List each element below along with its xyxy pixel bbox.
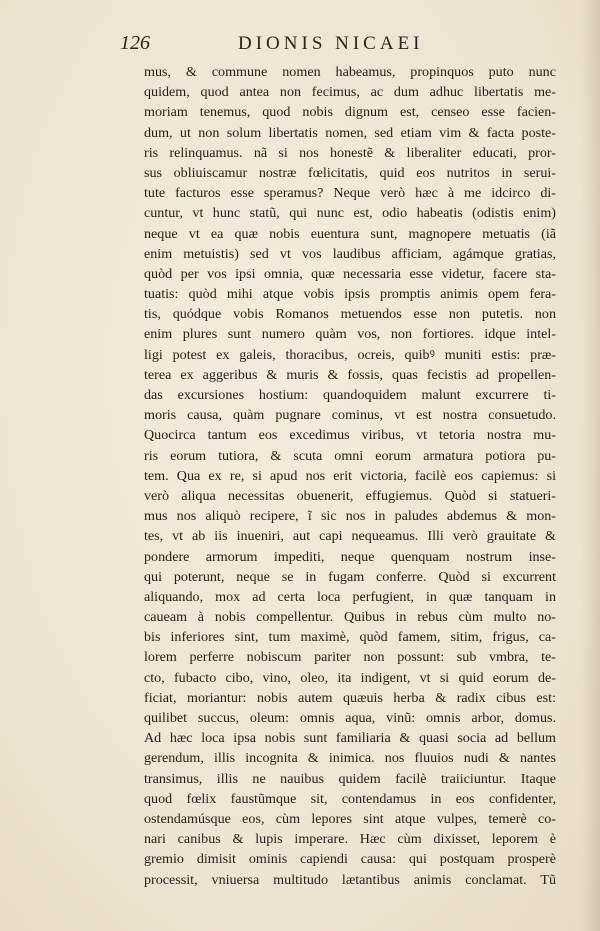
text-line: Quocirca tantum eos excedimus viribus, vt tetoria nostra mu- xyxy=(144,427,556,444)
text-line: ostendamúsque eos, cùm lepores sint atque vulpes, temerè co- xyxy=(144,810,556,827)
text-line: das excursiones hostium: quandoquidem malunt excurrere ti- xyxy=(144,387,556,403)
text-line: caueam à nobis compellentur. Quibus in rebus cùm multo no- xyxy=(144,609,556,626)
text-line: tis, quódque vobis Romanos metuendos esse non putetis. non xyxy=(144,306,556,323)
text-line: moriam tenemus, quod nobis dignum est, censeo esse facien- xyxy=(144,104,556,121)
text-line: nari canibus & lupis imperare. Hæc cùm dixisset, leporem è xyxy=(144,831,556,848)
text-line: aliquando, mox ad certa loca perfugient, in quæ tanquam in xyxy=(144,588,556,605)
text-line: mus nos aliquò recipere, ĩ sic nos in paludes abdemus & mon- xyxy=(144,508,556,525)
page-header xyxy=(120,32,560,62)
text-line: tes, vt ab iis inueniri, aut capi nequeamus. Illi verò grauitate & xyxy=(144,528,556,545)
text-line: qui poterunt, neque se in fugam conferre. Quòd si excurrent xyxy=(144,568,556,585)
text-line: sus obliuiscamur nostræ fœlicitatis, quid eos nutritos in serui- xyxy=(144,164,556,181)
text-line: bis inferiores sint, tum maximè, quòd famem, sitim, frigus, ca- xyxy=(144,629,556,646)
text-line: gerendum, illis incognita & inimica. nos fluuios nudi & nantes xyxy=(144,750,556,767)
text-line: quod fœlix faustũmque sit, contendamus in eos confidenter, xyxy=(144,790,556,807)
text-line: tute facturos esse speramus? Neque verò hæc à me idcirco di- xyxy=(144,185,556,202)
text-line: quòd per vos ipsi omnia, quæ necessaria esse videtur, facere sta- xyxy=(144,265,556,282)
text-line: enim plures sunt numero quàm vos, non fortiores. idque intel- xyxy=(144,326,556,343)
text-line: processit, vniuersa multitudo lætantibus animis conclamat. Tũ xyxy=(144,871,556,888)
running-head: DIONIS NICAEI xyxy=(238,33,424,54)
text-line: lorem perferre nobiscum pariter non possunt: sub vmbra, te- xyxy=(144,649,556,666)
text-line: cuntur, vt hunc statũ, qui nunc est, odio habeatis (odistis enim) xyxy=(144,205,556,222)
text-line: gremio dimisit ominis capiendi causa: qui postquam prosperè xyxy=(144,851,556,868)
text-line: neque vt ea quæ nobis euentura sunt, magnopere metuatis (iã xyxy=(144,225,556,242)
page-gutter-shadow xyxy=(582,0,600,931)
text-line: tuatis: quòd mihi atque vobis ipsis promptis animis opem fera- xyxy=(144,286,556,303)
text-line: Ad hæc loca ipsa nobis sunt familiaria & quasi socia ad bellum xyxy=(144,730,556,747)
text-line: ris relinquamus. nã si nos honestẽ & liberaliter educati, pror- xyxy=(144,144,556,161)
text-line: mus, & commune nomen habeamus, propinquos puto nunc xyxy=(144,64,556,80)
text-line: cto, fubacto cibo, vino, oleo, ita indigent, vt si quid eorum de- xyxy=(144,669,556,686)
body-text xyxy=(144,62,556,890)
text-line: transimus, illis ne nauibus quidem facilè traiiciuntur. Itaque xyxy=(144,770,556,787)
text-line: ris eorum tutiora, & scuta omni eorum armatura potiora pu- xyxy=(144,447,556,464)
page-number: 126 xyxy=(120,32,150,54)
text-line: pondere armorum impediti, neque quenquam nostrum inse- xyxy=(144,548,556,565)
text-line: terea ex aggeribus & muris & fossis, quas fecistis ad propellen- xyxy=(144,366,556,383)
text-line: ligi potest ex galeis, thoracibus, ocreis, quibꝰ muniti estis: præ- xyxy=(144,346,556,363)
text-line: moris causa, quàm pugnare cominus, vt est nostra consuetudo. xyxy=(144,407,556,424)
text-line: enim metuistis) sed vt vos laudibus afficiam, agámque gratias, xyxy=(144,245,556,262)
text-line: dum, ut non solum libertatis nomen, sed etiam vim & facta poste- xyxy=(144,124,556,141)
text-line: ficiat, moriantur: nobis autem quæuis herba & radix cibus est: xyxy=(144,689,556,706)
text-line: verò aliqua necessitas obuenerit, effugiemus. Quòd si statueri- xyxy=(144,487,556,504)
text-line: quilibet succus, oleum: omnis aqua, vinũ: omnis arbor, domus. xyxy=(144,710,556,726)
text-line: quidem, quod antea non fecimus, ac dum adhuc libertatis me- xyxy=(144,84,556,101)
text-line: tem. Qua ex re, si apud nos erit victoria, facilè eos capiemus: si xyxy=(144,467,556,484)
